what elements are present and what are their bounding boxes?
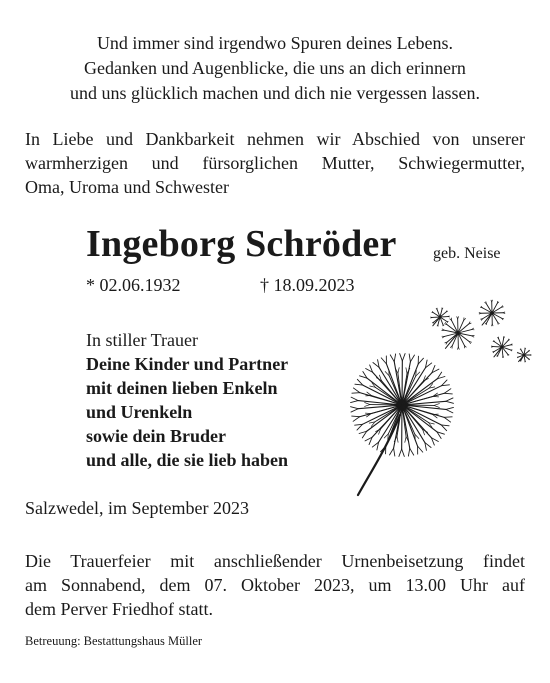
death-date: † 18.09.2023 bbox=[260, 275, 355, 295]
birth-date: * 02.06.1932 bbox=[86, 275, 181, 295]
place-date: Salzwedel, im September 2023 bbox=[25, 498, 249, 518]
funeral-info bbox=[25, 549, 525, 621]
mourners-block bbox=[86, 328, 288, 472]
farewell-line: Oma, Uroma und Schwester bbox=[25, 177, 229, 197]
farewell-line: warmherzigen und fürsorglichen Mutter, Schwiegermutter, bbox=[25, 153, 525, 173]
dandelion-icon bbox=[340, 295, 540, 500]
farewell-text bbox=[25, 127, 525, 199]
poem-line: und uns glücklich machen und dich nie vergessen lassen. bbox=[69, 83, 481, 103]
funeral-line: dem Perver Friedhof statt. bbox=[25, 599, 213, 619]
deceased-name: Ingeborg Schröder bbox=[86, 223, 397, 265]
poem-line: Und immer sind irgendwo Spuren deines Lebens. bbox=[96, 33, 454, 53]
funeral-line: am Sonnabend, dem 07. Oktober 2023, um 13.00 Uhr auf bbox=[25, 575, 525, 595]
poem-line: Gedanken und Augenblicke, die uns an dich erinnern bbox=[84, 58, 466, 78]
memorial-poem bbox=[0, 31, 550, 106]
funeral-home-credit: Betreuung: Bestattungshaus Müller bbox=[25, 634, 203, 648]
maiden-name: geb. Neise bbox=[433, 245, 501, 262]
mourner-line: mit deinen lieben Enkeln bbox=[86, 378, 278, 398]
mourners-intro: In stiller Trauer bbox=[86, 330, 198, 350]
mourner-line: sowie dein Bruder bbox=[86, 426, 227, 446]
mourner-line: und alle, die sie lieb haben bbox=[86, 450, 289, 470]
mourner-line: und Urenkeln bbox=[86, 402, 193, 422]
mourner-line: Deine Kinder und Partner bbox=[86, 354, 289, 374]
funeral-line: Die Trauerfeier mit anschließender Urnenbeisetzung findet bbox=[25, 551, 525, 571]
farewell-line: In Liebe und Dankbarkeit nehmen wir Abschied von unserer bbox=[25, 129, 525, 149]
